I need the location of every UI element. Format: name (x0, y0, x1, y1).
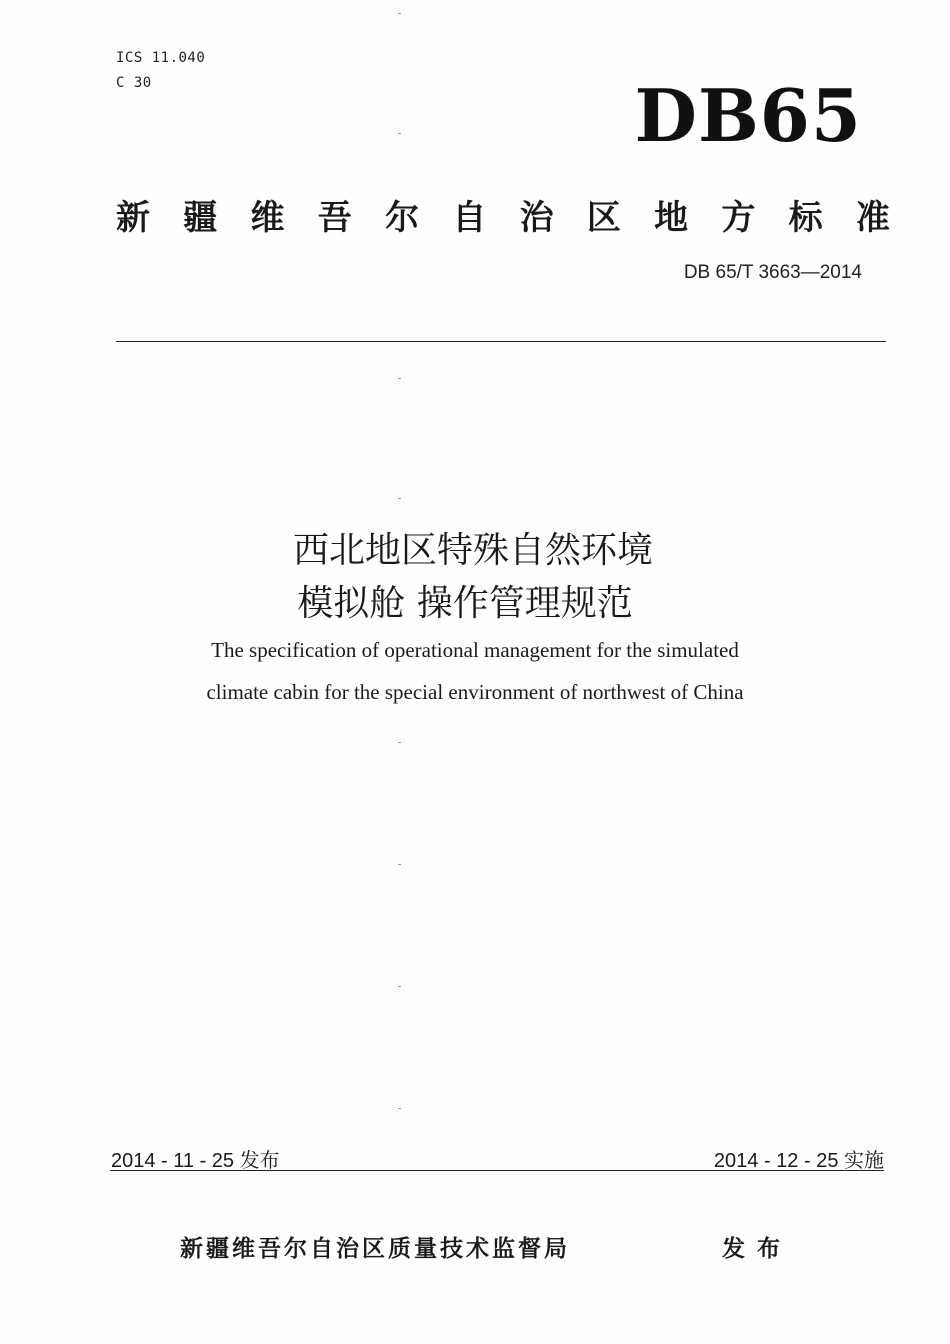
publish-label: 发布 (722, 1236, 792, 1262)
title-zh-line2: 模拟舱 操作管理规范 (297, 583, 633, 624)
category-char: 自 (452, 198, 487, 238)
ccs-code: C 30 (116, 75, 152, 91)
standard-number: DB 65/T 3663—2014 (683, 262, 862, 283)
category-char: 疆 (183, 198, 218, 238)
scan-speck (398, 986, 401, 987)
category-char: 准 (855, 198, 890, 238)
category-char: 地 (654, 198, 689, 238)
top-divider (116, 341, 886, 342)
scan-speck (398, 13, 401, 14)
issue-date: 2014 - 11 - 25 发布 (111, 1150, 280, 1172)
title-en-line2: climate cabin for the special environment of northwest of China (206, 680, 744, 704)
ics-code: ICS 11.040 (116, 50, 206, 66)
title-zh-line1: 西北地区特殊自然环境 (292, 530, 653, 571)
standard-logo: DB65 (634, 73, 862, 158)
issuing-authority: 新疆维吾尔自治区质量技术监督局 (180, 1236, 570, 1262)
category-char: 维 (250, 198, 285, 238)
bottom-divider (110, 1170, 884, 1171)
scan-speck (398, 742, 401, 743)
standard-category-heading (116, 190, 890, 239)
implementation-date: 2014 - 12 - 25 实施 (713, 1150, 884, 1172)
category-char: 区 (586, 198, 621, 238)
scan-speck (398, 133, 401, 134)
category-char: 治 (519, 198, 554, 238)
scan-speck (398, 498, 401, 499)
scan-speck (398, 378, 401, 379)
category-char: 方 (721, 198, 756, 238)
category-char: 尔 (385, 198, 420, 238)
category-char: 吾 (317, 198, 352, 238)
title-en-line1: The specification of operational management for the simulated (211, 638, 739, 662)
scan-speck (398, 1108, 401, 1109)
category-char: 标 (788, 198, 823, 238)
category-char: 新 (116, 198, 150, 238)
scan-speck (398, 864, 401, 865)
